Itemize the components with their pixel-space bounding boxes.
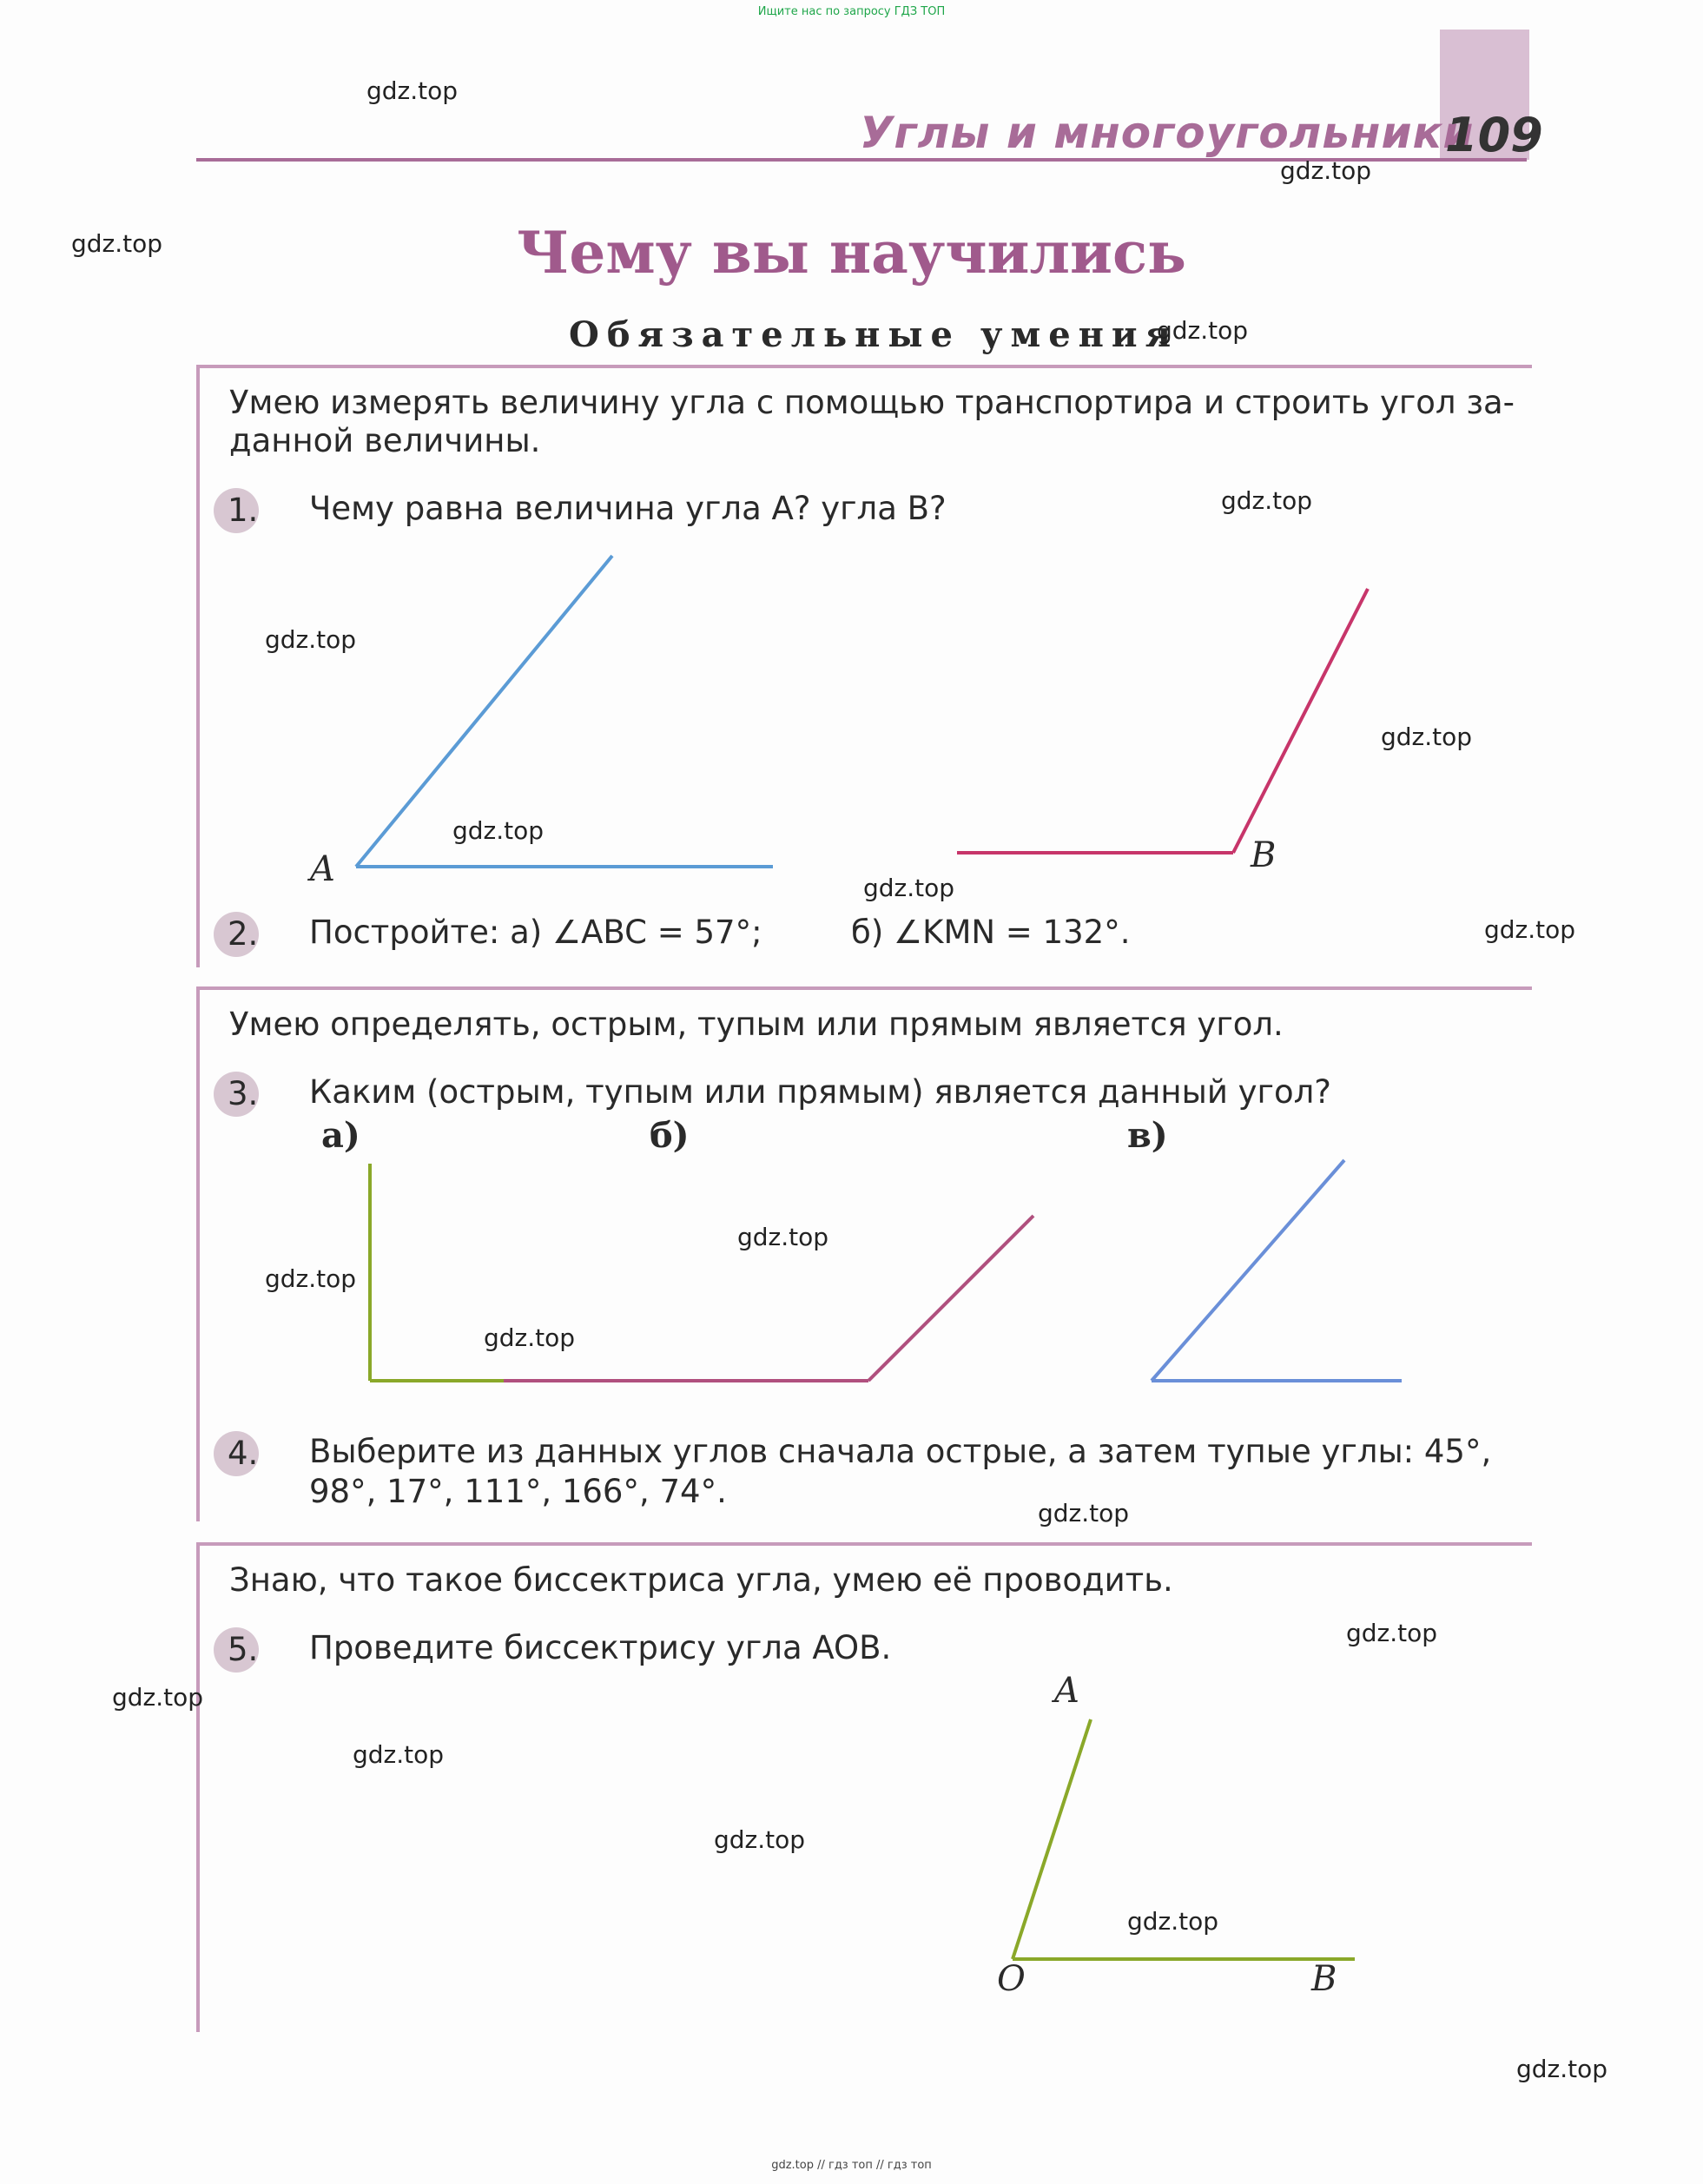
task-5-number: 5. [228, 1631, 259, 1668]
task-4-number: 4. [228, 1435, 259, 1472]
task-5-text: Проведите биссектрису угла AOB. [309, 1629, 892, 1666]
watermark: gdz.top [71, 229, 163, 258]
watermark: gdz.top [714, 1825, 806, 1854]
watermark: gdz.top [353, 1740, 445, 1769]
skill-3: Знаю, что такое биссектриса угла, умею её проводить. [229, 1561, 1173, 1599]
ray-oa [1013, 1719, 1091, 1959]
angle-b-figure [957, 589, 1368, 853]
watermark: gdz.top [484, 1323, 576, 1352]
watermark: gdz.top [1038, 1499, 1130, 1527]
task-3-number: 3. [228, 1075, 259, 1112]
angle-b-label: B [1251, 835, 1277, 875]
task-3-text: Каким (острым, тупым или прямым) является данный угол? [309, 1073, 1331, 1111]
task-1-text: Чему равна величина угла A? угла B? [309, 490, 947, 527]
page-number: 109 [1445, 108, 1543, 162]
skill-1-line-1: Умею измерять величину угла с помощью транспортира и строить угол за- [229, 384, 1515, 421]
watermark: gdz.top [265, 625, 357, 654]
top-note: Ищите нас по запросу ГДЗ ТОП [757, 5, 946, 18]
point-a-label: A [1054, 1671, 1079, 1711]
watermark: gdz.top [265, 1264, 357, 1293]
point-b-label: B [1311, 1959, 1337, 1999]
watermark: gdz.top [1280, 156, 1372, 185]
chapter-title: Углы и многоугольники [860, 108, 1475, 158]
watermark: gdz.top [1484, 915, 1576, 944]
watermark: gdz.top [366, 76, 459, 105]
watermark: gdz.top [1127, 1907, 1219, 1936]
skill-2: Умею определять, острым, тупым или прямым является угол. [229, 1006, 1284, 1043]
task-1-number: 1. [228, 492, 259, 529]
sub-label-c: в) [1127, 1115, 1168, 1156]
task-4-line-2: 98°, 17°, 111°, 166°, 74°. [309, 1473, 727, 1510]
watermark: gdz.top [1346, 1619, 1438, 1647]
point-o-label: O [997, 1959, 1026, 1999]
watermark: gdz.top [1516, 2055, 1608, 2083]
sub-label-a: а) [321, 1115, 360, 1156]
page-title: Чему вы научились [517, 219, 1186, 287]
task-2-part-a: Постройте: а) ∠ABC = 57°; [309, 914, 762, 951]
angle-3c-ray-1 [1152, 1160, 1344, 1381]
skill-1-line-2: данной величины. [229, 422, 541, 459]
watermark: gdz.top [737, 1223, 829, 1251]
watermark: gdz.top [112, 1683, 204, 1712]
watermark: gdz.top [1381, 723, 1473, 751]
watermark: gdz.top [863, 874, 955, 902]
bottom-note: gdz.top // гдз топ // гдз топ [771, 2159, 932, 2172]
angle-b-ray-1 [1233, 589, 1368, 853]
watermark: gdz.top [1157, 316, 1249, 345]
task-4-line-1: Выберите из данных углов сначала острые, а затем тупые углы: 45°, [309, 1433, 1492, 1470]
angle-a-figure [356, 556, 773, 867]
angle-3c-figure [1152, 1160, 1402, 1381]
task-2-part-b: б) ∠KMN = 132°. [851, 914, 1131, 951]
section-subtitle: Обязательные умения [569, 314, 1179, 355]
sub-label-b: б) [650, 1115, 690, 1156]
angle-3b-ray-1 [868, 1216, 1033, 1381]
watermark: gdz.top [1221, 486, 1313, 515]
task-2-number: 2. [228, 915, 259, 953]
angle-a-label: A [310, 849, 335, 889]
watermark: gdz.top [452, 816, 545, 845]
